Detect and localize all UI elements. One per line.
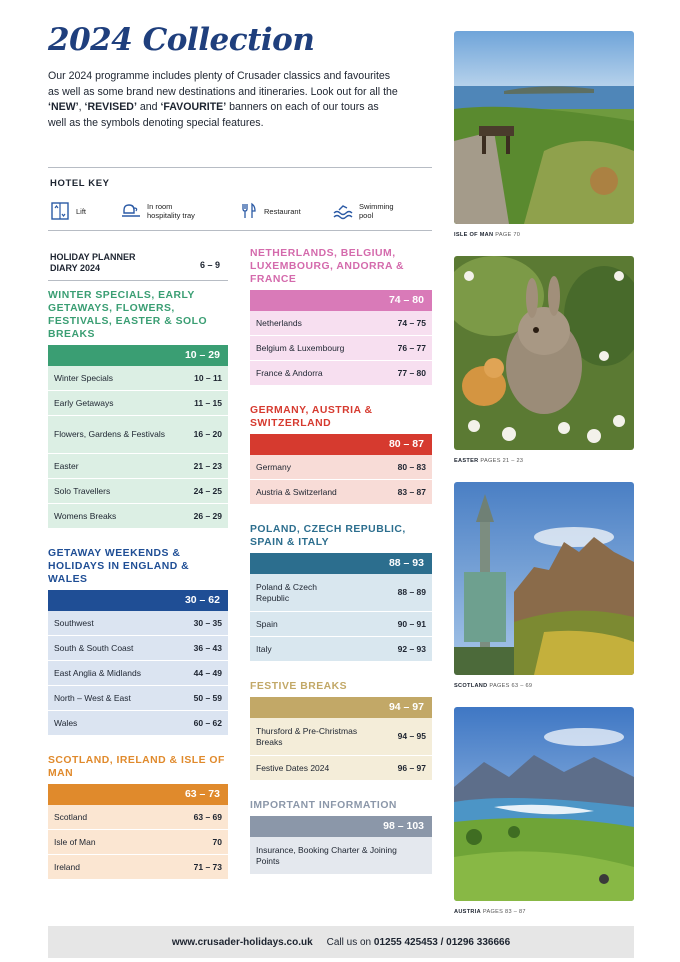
list-item[interactable]: France & Andorra 77 – 80 <box>250 361 432 386</box>
austria-photo <box>454 707 634 901</box>
section-winter <box>48 289 228 529</box>
section-page-range: 63 – 73 <box>48 784 228 805</box>
hotel-key-title: HOTEL KEY <box>50 178 110 189</box>
page-title: 2024 Collection <box>48 22 315 58</box>
hotel-key-tray: In room hospitality tray <box>121 198 195 224</box>
section-title: WINTER SPECIALS, EARLY GETAWAYS, FLOWERS, FESTIVALS, EASTER & SOLO BREAKS <box>48 290 208 340</box>
right-column <box>250 245 432 875</box>
lift-icon <box>50 201 70 221</box>
hotel-key-lift: Lift <box>50 198 86 224</box>
section-title: GERMANY, AUSTRIA & SWITZERLAND <box>250 405 373 429</box>
list-item[interactable]: Early Getaways 11 – 15 <box>48 391 228 416</box>
list-item[interactable]: Germany 80 – 83 <box>250 455 432 480</box>
divider <box>48 230 432 231</box>
list-item[interactable]: Festive Dates 2024 96 – 97 <box>250 756 432 781</box>
list-item[interactable]: Spain 90 – 91 <box>250 612 432 637</box>
list-item[interactable]: Poland & Czech Republic 88 – 89 <box>250 574 432 612</box>
easter-photo <box>454 256 634 450</box>
list-item[interactable]: Austria & Switzerland 83 – 87 <box>250 480 432 505</box>
section-page-range: 98 – 103 <box>250 816 432 837</box>
intro-paragraph: Our 2024 programme includes plenty of Crusader classics and favourites as well as some brand new destinations and itineraries. Look out for all the ‘NEW’, ‘REVISED’ and ‘FAVOURITE’ banners on each of our tours as well as the symbols denoting special features. <box>48 70 398 129</box>
section-page-range: 80 – 87 <box>250 434 432 455</box>
section-page-range: 30 – 62 <box>48 590 228 611</box>
website-link[interactable]: www.crusader-holidays.co.uk <box>171 936 313 948</box>
restaurant-icon <box>238 201 258 221</box>
list-item[interactable]: Insurance, Booking Charter & Joining Points <box>250 837 432 875</box>
list-item[interactable]: Solo Travellers 24 – 25 <box>48 479 228 504</box>
footer-bar <box>48 926 634 958</box>
list-item[interactable]: Netherlands 74 – 75 <box>250 311 432 336</box>
photo-caption: ISLE OF MAN PAGE 70 <box>454 232 521 238</box>
section-title: NETHERLANDS, BELGIUM, LUXEMBOURG, ANDORRA & FRANCE <box>250 248 405 285</box>
section-page-range: 94 – 97 <box>250 697 432 718</box>
hotel-key-pool: Swimming pool <box>333 198 394 224</box>
section-netherlands <box>250 247 432 386</box>
photo-caption: SCOTLAND PAGES 63 – 69 <box>454 683 533 689</box>
list-item[interactable]: Italy 92 – 93 <box>250 637 432 662</box>
section-germany <box>250 404 432 505</box>
section-scotland <box>48 754 228 880</box>
list-item[interactable]: Scotland 63 – 69 <box>48 805 228 830</box>
section-title: FESTIVE BREAKS <box>250 681 348 692</box>
section-getaway <box>48 547 228 736</box>
section-title: POLAND, CZECH REPUBLIC, SPAIN & ITALY <box>250 524 406 548</box>
section-page-range: 10 – 29 <box>48 345 228 366</box>
section-title: SCOTLAND, IRELAND & ISLE OF MAN <box>48 755 225 779</box>
list-item[interactable]: Thursford & Pre-Christmas Breaks 94 – 95 <box>250 718 432 756</box>
swimming-pool-icon <box>333 201 353 221</box>
photo-caption: EASTER PAGES 21 – 23 <box>454 458 524 464</box>
list-item[interactable]: Easter 21 – 23 <box>48 454 228 479</box>
section-page-range: 74 – 80 <box>250 290 432 311</box>
phone-contact[interactable]: Call us on 01255 425453 / 01296 336666 <box>326 936 511 948</box>
left-column <box>48 250 228 880</box>
list-item[interactable]: Winter Specials 10 – 11 <box>48 366 228 391</box>
list-item[interactable]: Belgium & Luxembourg 76 – 77 <box>250 336 432 361</box>
list-item[interactable]: Ireland 71 – 73 <box>48 855 228 880</box>
scotland-photo <box>454 482 634 675</box>
section-page-range: 88 – 93 <box>250 553 432 574</box>
list-item[interactable]: Womens Breaks 26 – 29 <box>48 504 228 529</box>
section-poland <box>250 523 432 662</box>
section-info <box>250 799 432 875</box>
hotel-key-restaurant: Restaurant <box>238 198 301 224</box>
holiday-planner-row[interactable]: HOLIDAY PLANNER DIARY 2024 6 – 9 <box>48 250 228 281</box>
list-item[interactable]: East Anglia & Midlands 44 – 49 <box>48 661 228 686</box>
list-item[interactable]: Southwest 30 – 35 <box>48 611 228 636</box>
isle-of-man-photo <box>454 31 634 224</box>
list-item[interactable]: Isle of Man 70 <box>48 830 228 855</box>
divider <box>48 167 432 168</box>
photo-caption: AUSTRIA PAGES 83 – 87 <box>454 909 526 915</box>
list-item[interactable]: South & South Coast 36 – 43 <box>48 636 228 661</box>
list-item[interactable]: Wales 60 – 62 <box>48 711 228 736</box>
hospitality-tray-icon <box>121 201 141 221</box>
list-item[interactable]: North – West & East 50 – 59 <box>48 686 228 711</box>
section-title: IMPORTANT INFORMATION <box>250 800 397 811</box>
section-festive <box>250 680 432 781</box>
list-item[interactable]: Flowers, Gardens & Festivals 16 – 20 <box>48 416 228 454</box>
section-title: GETAWAY WEEKENDS & HOLIDAYS IN ENGLAND & WALES <box>48 548 190 585</box>
